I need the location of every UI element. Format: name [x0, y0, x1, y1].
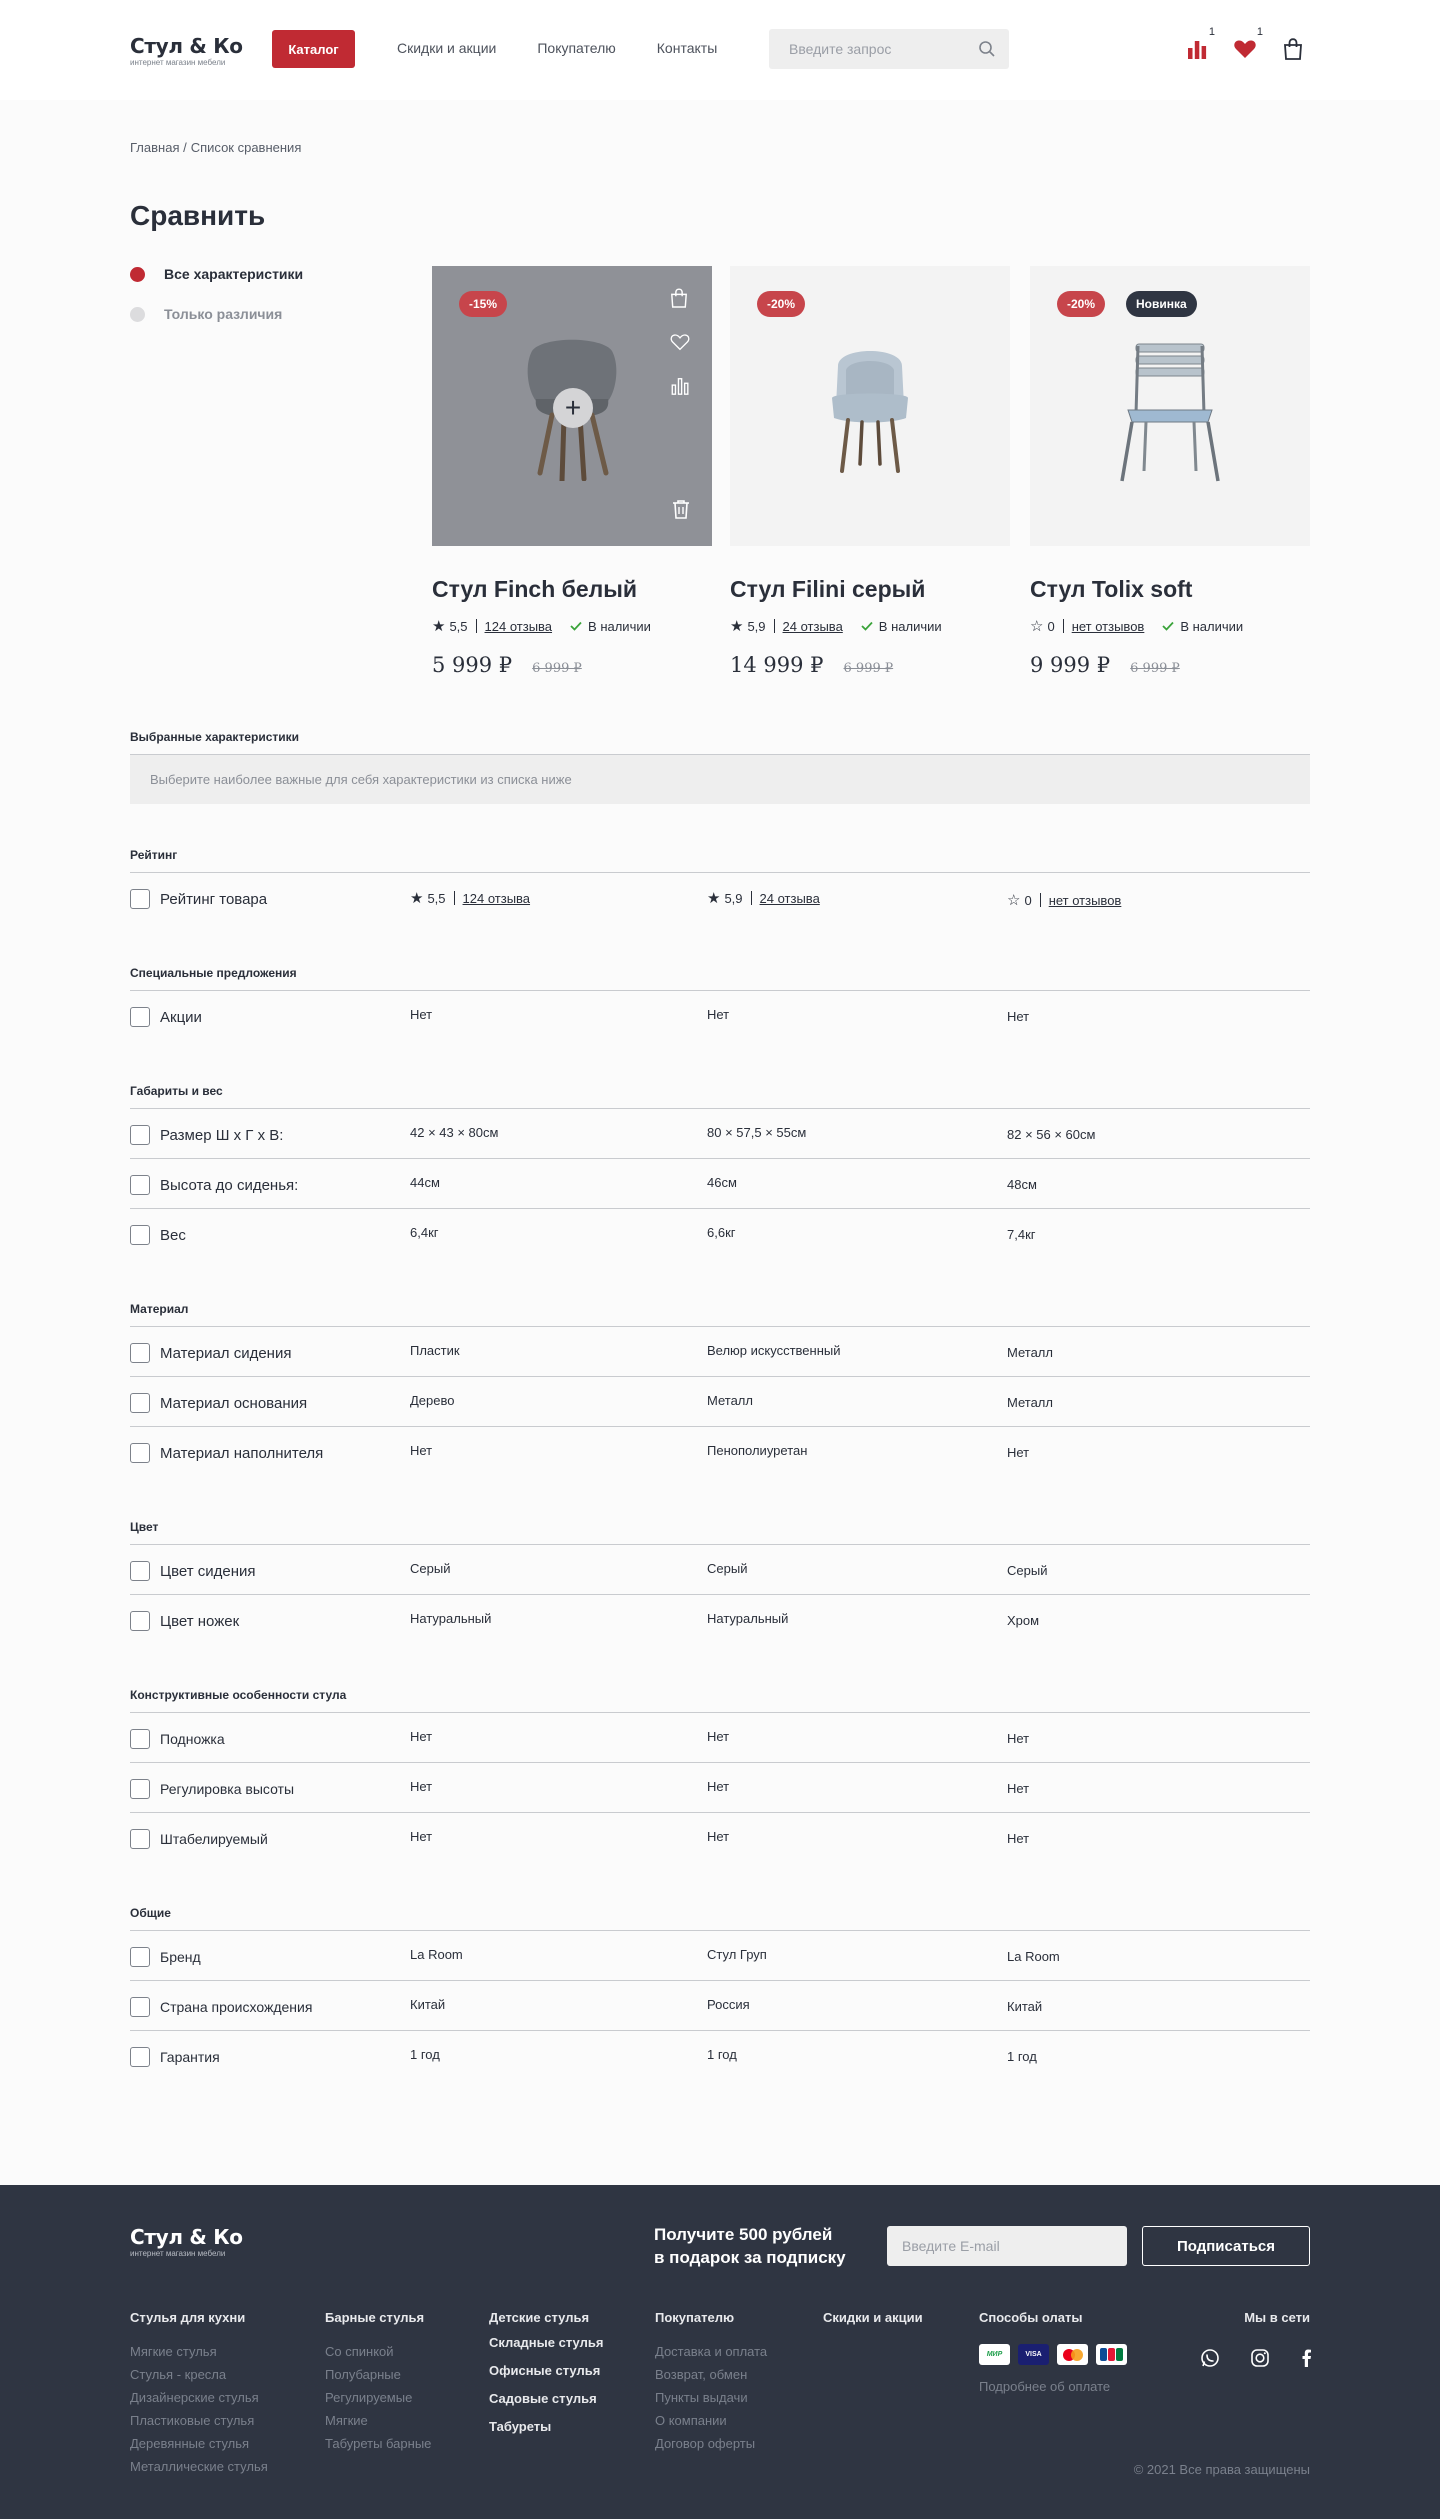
breadcrumb-home[interactable]: Главная — [130, 140, 180, 155]
footer-link[interactable]: Стулья - кресла — [130, 2367, 227, 2382]
filter-diff[interactable] — [130, 306, 282, 322]
cell-value: Дерево — [410, 1393, 455, 1408]
discount-badge: -20% — [757, 291, 805, 317]
check-icon — [1162, 621, 1174, 631]
header-icons — [1184, 26, 1306, 62]
product-rating: 0 — [1047, 618, 1055, 634]
product-meta — [730, 617, 1010, 635]
zoom-plus-button[interactable]: + — [553, 388, 593, 428]
rating-value — [1007, 891, 1121, 909]
compare-row — [130, 1427, 1310, 1477]
rating-value — [410, 889, 530, 907]
product-image[interactable] — [730, 266, 1010, 546]
nav-contacts[interactable]: Контакты — [656, 40, 718, 56]
checkbox[interactable] — [130, 1175, 150, 1195]
dims-section — [130, 1084, 1310, 1259]
price-old: 6 999 ₽ — [843, 661, 894, 676]
stock-status — [1162, 619, 1243, 634]
footer-link[interactable]: Пункты выдачи — [655, 2390, 748, 2405]
footer-link[interactable]: О компании — [655, 2413, 727, 2428]
compare-row — [130, 1763, 1310, 1813]
row-label[interactable] — [130, 1343, 291, 1363]
compare-icon[interactable] — [1184, 26, 1215, 62]
copyright: © 2021 Все права защищены — [1133, 2462, 1310, 2477]
logo-subtitle: интернет магазин мебели — [130, 58, 226, 67]
footer-link[interactable]: Со спинкой — [325, 2344, 394, 2359]
row-label[interactable] — [130, 1729, 225, 1749]
cell-value: Нет — [410, 1779, 433, 1794]
compare-row — [130, 1327, 1310, 1377]
cell-value: 48см — [1007, 1177, 1037, 1192]
section-title: Габариты и вес — [130, 1084, 223, 1098]
product-rating: 5,5 — [449, 618, 468, 634]
checkbox[interactable] — [130, 1729, 150, 1749]
row-label-text: Цвет сидения — [160, 1562, 256, 1580]
checkbox[interactable] — [130, 1443, 150, 1463]
breadcrumb-current: Список сравнения — [190, 140, 302, 155]
discount-badge: -15% — [459, 291, 507, 317]
divider — [751, 891, 752, 905]
reviews-link[interactable]: 124 отзыва — [484, 618, 553, 634]
cell-value: Металл — [707, 1393, 753, 1408]
construct-section — [130, 1688, 1310, 1863]
cell-value: Россия — [707, 1997, 750, 2012]
product-card — [730, 266, 1010, 677]
cell-value: Нет — [1007, 1445, 1030, 1460]
cell-value: La Room — [1007, 1949, 1060, 1964]
compare-row — [130, 1159, 1310, 1209]
logo-subtitle: интернет магазин мебели — [130, 2249, 226, 2258]
cell-value: 6,6кг — [707, 1225, 736, 1240]
row-label[interactable] — [130, 1779, 294, 1799]
product-meta — [432, 617, 712, 635]
footer-col-head[interactable]: Покупателю — [655, 2310, 735, 2325]
rating-number: 5,5 — [427, 890, 446, 906]
footer-link[interactable]: Металлические стулья — [130, 2459, 268, 2474]
compare-row — [130, 1931, 1310, 1981]
product-image[interactable] — [432, 266, 712, 546]
footer-col-head: Способы олаты — [979, 2310, 1083, 2325]
section-title: Общие — [130, 1906, 171, 1920]
footer-col-payment — [979, 2310, 1127, 2394]
checkbox[interactable] — [130, 1343, 150, 1363]
row-label-text: Материал наполнителя — [160, 1444, 324, 1462]
instagram-icon[interactable] — [1250, 2348, 1270, 2373]
checkbox[interactable] — [130, 1947, 150, 1967]
compare-row — [130, 1595, 1310, 1645]
selected-section — [130, 730, 1310, 804]
main-nav — [397, 40, 717, 56]
compare-row — [130, 991, 1310, 1041]
divider — [454, 891, 455, 905]
logo-title: Стул & Ко — [130, 34, 243, 58]
footer-link[interactable]: Складные стулья — [489, 2335, 604, 2350]
checkbox[interactable] — [130, 1561, 150, 1581]
row-label-text: Рейтинг товара — [160, 890, 268, 908]
card-cart-icon[interactable] — [670, 288, 690, 313]
footer-link[interactable]: Регулируемые — [325, 2390, 413, 2405]
footer-link[interactable]: Табуреты барные — [325, 2436, 432, 2451]
price-current: 9 999 ₽ — [1030, 653, 1111, 677]
footer-col-head[interactable]: Стулья для кухни — [130, 2310, 246, 2325]
row-label-text: Вес — [160, 1226, 186, 1244]
visa-card-icon: VISA — [1018, 2344, 1049, 2365]
cell-value: Нет — [410, 1007, 433, 1022]
favorites-icon[interactable] — [1232, 26, 1263, 62]
section-title: Специальные предложения — [130, 966, 297, 980]
row-label-text: Материал основания — [160, 1394, 308, 1412]
search-box — [769, 29, 1009, 69]
compare-row — [130, 2031, 1310, 2081]
cell-value: Нет — [707, 1729, 730, 1744]
stock-label: В наличии — [878, 618, 942, 634]
cell-value: Натуральный — [707, 1611, 789, 1626]
footer-col-buyers — [655, 2310, 767, 2459]
mir-card-icon: МИР — [979, 2344, 1010, 2365]
favorites-count: 1 — [1256, 26, 1263, 38]
special-section — [130, 966, 1310, 1041]
section-title: Цвет — [130, 1520, 159, 1534]
cell-value: 1 год — [1007, 2049, 1037, 2064]
footer-link[interactable]: Садовые стулья — [489, 2391, 597, 2406]
row-label-text: Регулировка высоты — [160, 1781, 295, 1797]
card-actions — [670, 288, 690, 401]
promo-line: Получите 500 рублей — [654, 2225, 833, 2244]
cell-value: Китай — [1007, 1999, 1043, 2014]
footer-link[interactable]: Договор оферты — [655, 2436, 756, 2451]
footer — [0, 2185, 1440, 2519]
page-title: Сравнить — [130, 200, 266, 231]
section-title: Рейтинг — [130, 848, 178, 862]
star-filled-icon: ★ — [730, 618, 744, 635]
catalog-button[interactable]: Каталог — [272, 30, 355, 68]
row-label[interactable] — [130, 1225, 186, 1245]
section-title: Выбранные характеристики — [130, 730, 300, 744]
subscribe-promo — [654, 2223, 846, 2269]
social-links — [1200, 2348, 1312, 2373]
cell-value: 1 год — [707, 2047, 737, 2062]
row-label-text: Страна происхождения — [160, 1999, 313, 2015]
cell-value: Велюр искусственный — [707, 1343, 841, 1358]
checkbox[interactable] — [130, 1611, 150, 1631]
checkbox[interactable] — [130, 1393, 150, 1413]
cell-value: Хром — [1007, 1613, 1040, 1628]
check-icon — [570, 621, 582, 631]
rating-value — [707, 889, 820, 907]
rating-section — [130, 848, 1310, 923]
footer-link[interactable]: Мягкие стулья — [130, 2344, 217, 2359]
filter-all[interactable] — [130, 266, 303, 282]
material-section — [130, 1302, 1310, 1477]
product-meta — [1030, 617, 1310, 635]
row-label[interactable] — [130, 1611, 239, 1631]
radio-selected-icon — [130, 267, 145, 282]
email-input[interactable] — [887, 2226, 1127, 2266]
chair-tolix-image — [1110, 326, 1230, 486]
star-outline-icon: ☆ — [1030, 618, 1044, 635]
cell-value: Серый — [707, 1561, 748, 1576]
cell-value: Пластик — [410, 1343, 460, 1358]
payment-more-link[interactable]: Подробнее об оплате — [979, 2379, 1111, 2394]
mastercard-icon — [1057, 2344, 1088, 2365]
cell-value: Металл — [1007, 1395, 1053, 1410]
filter-diff-label: Только различия — [164, 306, 283, 322]
stock-status — [570, 619, 651, 634]
footer-link[interactable]: Полубарные — [325, 2367, 401, 2382]
row-label[interactable] — [130, 889, 267, 909]
cell-value: 1 год — [410, 2047, 440, 2062]
product-card — [432, 266, 712, 677]
checkbox[interactable] — [130, 1779, 150, 1799]
stock-label: В наличии — [588, 618, 651, 634]
footer-col-bar — [325, 2310, 431, 2459]
subscribe-button[interactable]: Подписаться — [1142, 2226, 1310, 2266]
reviews-link[interactable]: 24 отзыва — [759, 890, 820, 906]
cell-value: 82 × 56 × 60см — [1007, 1127, 1096, 1142]
promo-line: в подарок за подписку — [654, 2248, 846, 2267]
row-label-text: Цвет ножек — [160, 1612, 240, 1630]
footer-col-kitchen — [130, 2310, 268, 2482]
whatsapp-icon[interactable] — [1200, 2348, 1220, 2373]
row-label-text: Акции — [160, 1008, 202, 1026]
email-box — [887, 2226, 1127, 2266]
reviews-link[interactable]: 124 отзыва — [462, 890, 531, 906]
row-label[interactable] — [130, 1829, 268, 1849]
chair-filini-image — [820, 336, 920, 476]
footer-link[interactable]: Мягкие — [325, 2413, 368, 2428]
star-filled-icon: ★ — [432, 618, 446, 635]
divider — [774, 619, 775, 633]
cell-value: 42 × 43 × 80см — [410, 1125, 499, 1140]
footer-link[interactable]: Возврат, обмен — [655, 2367, 748, 2382]
checkbox[interactable] — [130, 2047, 150, 2067]
jcb-card-icon — [1096, 2344, 1127, 2365]
cell-value: Пенополиуретан — [707, 1443, 808, 1458]
cell-value: 44см — [410, 1175, 440, 1190]
compare-row — [130, 1713, 1310, 1763]
footer-col-sales — [823, 2310, 923, 2344]
row-label[interactable] — [130, 1997, 312, 2017]
divider — [1063, 619, 1064, 633]
compare-count: 1 — [1208, 26, 1215, 38]
row-label-text: Бренд — [160, 1949, 201, 1965]
row-label-text: Высота до сиденья: — [160, 1176, 299, 1194]
cell-value: Стул Груп — [707, 1947, 767, 1962]
divider — [476, 619, 477, 633]
nav-buyers[interactable]: Покупателю — [537, 40, 616, 56]
cell-value: Серый — [410, 1561, 451, 1576]
cell-value: Китай — [410, 1997, 446, 2012]
cell-value: Нет — [707, 1779, 730, 1794]
price-old: 6 999 ₽ — [1130, 661, 1180, 676]
compare-row — [130, 1377, 1310, 1427]
nav-discounts[interactable]: Скидки и акции — [397, 40, 497, 56]
row-label-text: Подножка — [160, 1731, 225, 1747]
row-label[interactable] — [130, 1175, 298, 1195]
stock-status — [861, 619, 942, 634]
cart-icon[interactable] — [1280, 36, 1306, 62]
row-label-text: Гарантия — [160, 2049, 220, 2065]
social-title: Мы в сети — [1244, 2310, 1310, 2325]
checkbox[interactable] — [130, 1007, 150, 1027]
compare-row — [130, 1109, 1310, 1159]
cell-value: Нет — [1007, 1009, 1030, 1024]
stock-label: В наличии — [1180, 618, 1244, 634]
selected-hint: Выберите наиболее важные для себя характеристики из списка ниже — [130, 755, 1310, 804]
product-name[interactable]: Стул Filini серый — [730, 576, 926, 602]
star-filled-icon: ★ — [410, 890, 424, 907]
rating-number: 5,9 — [724, 890, 743, 906]
cell-value: Нет — [707, 1829, 730, 1844]
row-label-text: Материал сидения — [160, 1344, 292, 1362]
section-title: Материал — [130, 1302, 189, 1316]
footer-col-head[interactable]: Барные стулья — [325, 2310, 425, 2325]
row-label[interactable] — [130, 1443, 323, 1463]
footer-link[interactable]: Табуреты — [489, 2419, 552, 2434]
price-current: 5 999 ₽ — [432, 653, 513, 677]
compare-row — [130, 1209, 1310, 1259]
footer-link[interactable]: Деревянные стулья — [130, 2436, 250, 2451]
breadcrumb — [130, 140, 305, 155]
footer-col-kids — [489, 2310, 603, 2447]
header — [0, 0, 1440, 100]
card-compare-icon[interactable] — [670, 376, 690, 401]
footer-link[interactable]: Пластиковые стулья — [130, 2413, 255, 2428]
star-filled-icon: ★ — [707, 890, 721, 907]
product-name[interactable]: Стул Finch белый — [432, 576, 638, 602]
radio-empty-icon — [130, 307, 145, 322]
product-image[interactable] — [1030, 266, 1310, 546]
product-price — [1030, 653, 1310, 677]
color-section — [130, 1520, 1310, 1645]
product-name[interactable]: Стул Tolix soft — [1030, 576, 1193, 602]
search-input[interactable] — [769, 29, 1009, 69]
search-icon[interactable] — [978, 40, 996, 63]
facebook-icon[interactable] — [1300, 2348, 1312, 2373]
logo-title: Стул & Ко — [130, 2225, 243, 2249]
compare-row — [130, 1545, 1310, 1595]
price-current: 14 999 ₽ — [730, 653, 824, 677]
cell-value: 46см — [707, 1175, 737, 1190]
breadcrumb-separator: / — [183, 140, 187, 155]
footer-link[interactable]: Доставка и оплата — [655, 2344, 768, 2359]
compare-page — [0, 100, 1440, 2185]
star-outline-icon: ☆ — [1007, 892, 1021, 909]
rating-number: 0 — [1024, 892, 1032, 908]
reviews-link[interactable]: нет отзывов — [1048, 892, 1122, 908]
footer-link[interactable]: Офисные стулья — [489, 2363, 601, 2378]
footer-col-head[interactable]: Скидки и акции — [823, 2310, 923, 2325]
section-title: Конструктивные особенности стула — [130, 1688, 347, 1702]
product-card — [1030, 266, 1310, 677]
checkbox[interactable] — [130, 1225, 150, 1245]
product-rating: 5,9 — [747, 618, 766, 634]
row-label-text: Штабелируемый — [160, 1831, 268, 1847]
reviews-link[interactable]: 24 отзыва — [782, 618, 843, 634]
new-badge: Новинка — [1126, 291, 1197, 317]
general-section — [130, 1906, 1310, 2081]
row-label[interactable] — [130, 1393, 307, 1413]
row-label-text: Размер Ш х Г х В: — [160, 1126, 284, 1144]
cell-value: Натуральный — [410, 1611, 492, 1626]
check-icon — [861, 621, 873, 631]
logo[interactable] — [130, 34, 243, 67]
footer-link[interactable]: Дизайнерские стулья — [130, 2390, 259, 2405]
product-price — [432, 653, 712, 677]
cell-value: 80 × 57,5 × 55см — [707, 1125, 807, 1140]
compare-row — [130, 873, 1310, 923]
cell-value: Нет — [410, 1829, 433, 1844]
row-label[interactable] — [130, 1561, 256, 1581]
cell-value: Нет — [410, 1729, 433, 1744]
footer-col-head[interactable]: Детские стулья — [489, 2310, 590, 2325]
cell-value: 7,4кг — [1007, 1227, 1036, 1242]
compare-row — [130, 1981, 1310, 2031]
trash-icon[interactable] — [672, 499, 690, 524]
payment-logos — [979, 2344, 1127, 2365]
discount-badge: -20% — [1057, 291, 1105, 317]
cell-value: La Room — [410, 1947, 463, 1962]
checkbox[interactable] — [130, 1125, 150, 1145]
product-price — [730, 653, 1010, 677]
row-label[interactable] — [130, 2047, 220, 2067]
cell-value: Нет — [1007, 1731, 1030, 1746]
card-favorite-icon[interactable] — [670, 333, 690, 356]
row-label[interactable] — [130, 1125, 283, 1145]
checkbox[interactable] — [130, 1829, 150, 1849]
cell-value: Металл — [1007, 1345, 1053, 1360]
checkbox[interactable] — [130, 889, 150, 909]
reviews-link[interactable]: нет отзывов — [1071, 618, 1145, 634]
cell-value: Серый — [1007, 1563, 1048, 1578]
footer-logo[interactable] — [130, 2225, 243, 2258]
cell-value: Нет — [1007, 1781, 1030, 1796]
cell-value: Нет — [707, 1007, 730, 1022]
row-label[interactable] — [130, 1947, 201, 1967]
row-label[interactable] — [130, 1007, 202, 1027]
cell-value: 6,4кг — [410, 1225, 439, 1240]
checkbox[interactable] — [130, 1997, 150, 2017]
cell-value: Нет — [410, 1443, 433, 1458]
cell-value: Нет — [1007, 1831, 1030, 1846]
filter-all-label: Все характеристики — [164, 266, 304, 282]
price-old: 6 999 ₽ — [532, 661, 582, 676]
compare-row — [130, 1813, 1310, 1863]
divider — [1040, 893, 1041, 907]
